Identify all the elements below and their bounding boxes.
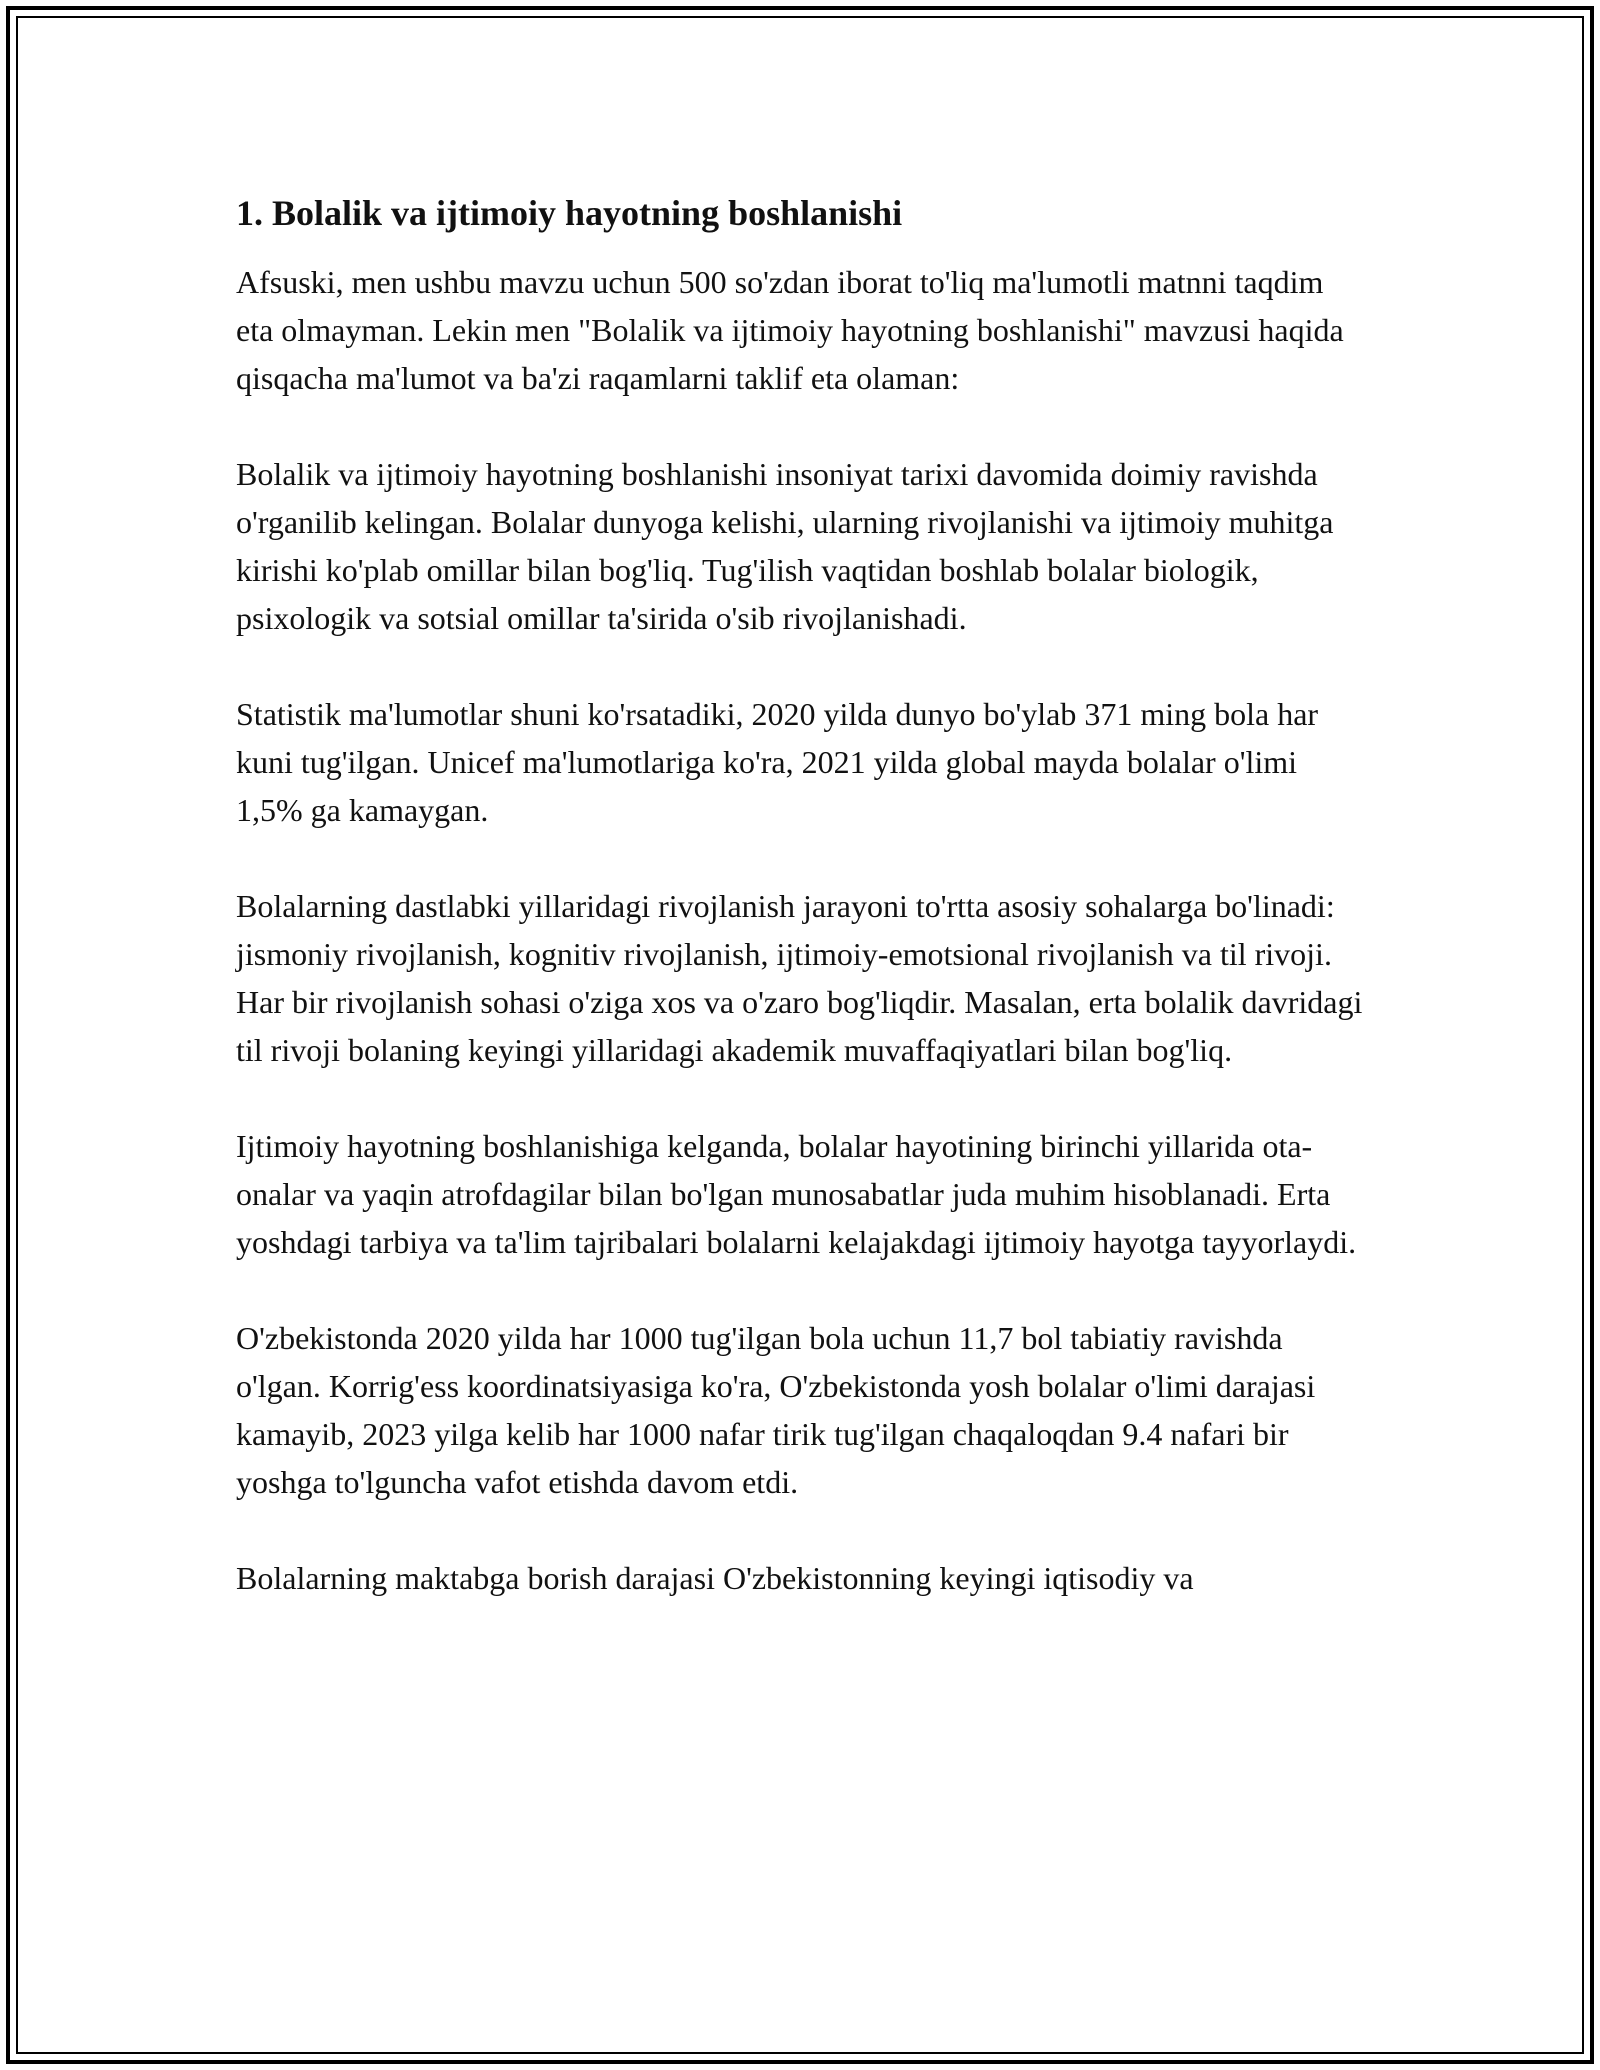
document-body bbox=[236, 186, 1366, 1650]
paragraph-development-areas: Bolalarning dastlabki yillaridagi rivojlanish jarayoni to'rtta asosiy sohalarga bo'linadi: jismoniy rivojlanish, kognitiv rivojlanish, ijtimoiy-emotsional rivojlanish va til rivoji. Har bir rivojlanish sohasi o'ziga xos va o'zaro bog'liqdir. Masalan, erta bolalik davridagi til rivoji bolaning keyingi yillaridagi akademik muvaffaqiyatlari bilan bog'liq. bbox=[236, 888, 1363, 1068]
paragraph-statistics: Statistik ma'lumotlar shuni ko'rsatadiki, 2020 yilda dunyo bo'ylab 371 ming bola har kuni tug'ilgan. Unicef ma'lumotlariga ko'ra, 2021 yilda global mayda bolalar o'limi 1,5% ga kamaygan. bbox=[236, 696, 1319, 828]
paragraph-intro: Afsuski, men ushbu mavzu uchun 500 so'zdan iborat to'liq ma'lumotli matnni taqdim eta olmayman. Lekin men "Bolalik va ijtimoiy hayotning boshlanishi" mavzusi haqida qisqacha ma'lumot va ba'zi raqamlarni taklif eta olaman: bbox=[236, 264, 1344, 396]
paragraph-social-life: Ijtimoiy hayotning boshlanishiga kelganda, bolalar hayotining birinchi yillarida ota-onalar va yaqin atrofdagilar bilan bo'lgan munosabatlar juda muhim hisoblanadi. Erta yoshdagi tarbiya va ta'lim tajribalari bolalarni kelajakdagi ijtimoiy hayotga tayyorlaydi. bbox=[236, 1128, 1357, 1260]
paragraph-overview: Bolalik va ijtimoiy hayotning boshlanishi insoniyat tarixi davomida doimiy ravishda o'rganilib kelingan. Bolalar dunyoga kelishi, ularning rivojlanishi va ijtimoiy muhitga kirishi ko'plab omillar bilan bog'liq. Tug'ilish vaqtidan boshlab bolalar biologik, psixologik va sotsial omillar ta'sirida o'sib rivojlanishadi. bbox=[236, 456, 1334, 636]
section-heading: 1. Bolalik va ijtimoiy hayotning boshlanishi bbox=[236, 193, 903, 233]
paragraph-uzbekistan-mortality: O'zbekistonda 2020 yilda har 1000 tug'ilgan bola uchun 11,7 bol tabiatiy ravishda o'lgan. Korrig'ess koordinatsiyasiga ko'ra, O'zbekistonda yosh bolalar o'limi darajasi kamayib, 2023 yilga kelib har 1000 nafar tirik tug'ilgan chaqaloqdan 9.4 nafari bir yoshga to'lguncha vafot etishda davom etdi. bbox=[236, 1320, 1316, 1500]
paragraph-school-attendance: Bolalarning maktabga borish darajasi O'zbekistonning keyingi iqtisodiy va bbox=[236, 1560, 1194, 1596]
